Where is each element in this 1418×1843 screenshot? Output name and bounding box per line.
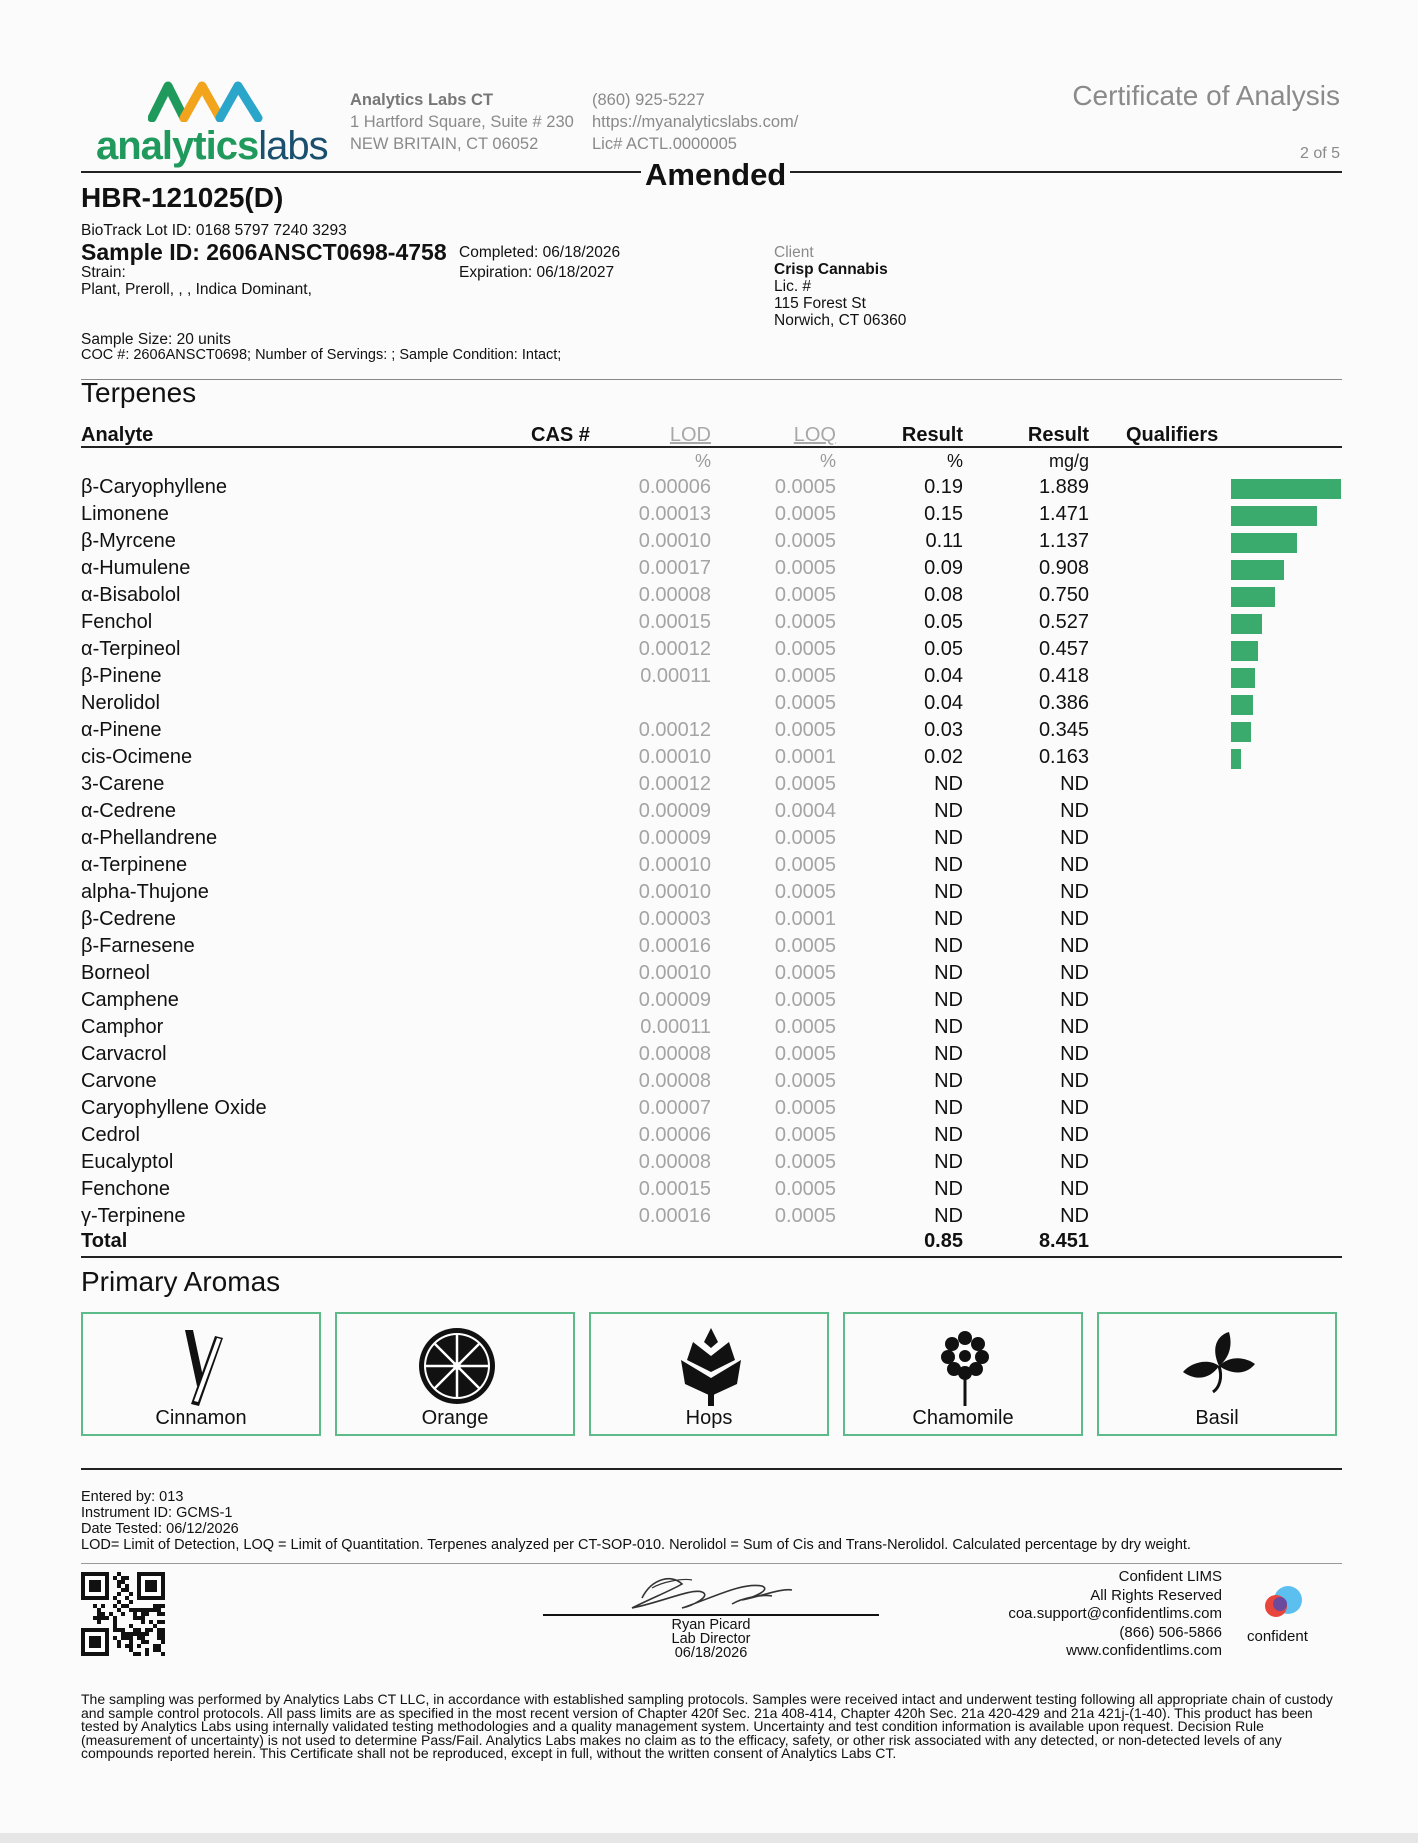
client-label: Client (774, 244, 814, 261)
result-pct-cell: 0.09 (924, 557, 963, 579)
lod-cell: 0.00008 (638, 1043, 711, 1065)
completed-date: Completed: 06/18/2026 (459, 244, 621, 261)
result-pct-cell: ND (934, 854, 963, 876)
result-mg-cell: ND (1060, 935, 1089, 957)
col-loq: LOQ (793, 424, 836, 446)
date-tested: Date Tested: 06/12/2026 (81, 1521, 239, 1537)
signer-title: Lab Director (671, 1631, 751, 1647)
loq-cell: 0.0005 (774, 827, 836, 849)
result-pct-cell: 0.11 (925, 530, 963, 552)
signer-date: 06/18/2026 (674, 1645, 748, 1661)
terpene-bar (1231, 587, 1275, 607)
col-cas: CAS # (531, 424, 590, 446)
terpene-bar (1231, 560, 1284, 580)
analytics-labs-logo-mark (148, 78, 266, 122)
lod-cell: 0.00008 (638, 1151, 711, 1173)
lod-cell: 0.00016 (638, 1205, 711, 1227)
analyte-cell: Carvacrol (81, 1043, 167, 1065)
result-mg-cell: ND (1060, 1124, 1089, 1146)
loq-cell: 0.0005 (774, 935, 836, 957)
loq-cell: 0.0005 (774, 584, 836, 606)
lod-cell: 0.00010 (638, 881, 711, 903)
loq-cell: 0.0005 (774, 638, 836, 660)
lod-cell: 0.00010 (638, 962, 711, 984)
terpene-bar (1231, 533, 1297, 553)
lims-rights: All Rights Reserved (1090, 1586, 1222, 1604)
analyte-cell: Fenchone (81, 1178, 170, 1200)
table-row (0, 989, 1418, 1016)
table-row (0, 1151, 1418, 1178)
result-pct-cell: ND (934, 1151, 963, 1173)
table-row (0, 665, 1418, 692)
loq-cell: 0.0005 (774, 881, 836, 903)
table-row (0, 935, 1418, 962)
result-pct-cell: ND (934, 1097, 963, 1119)
result-pct-cell: ND (934, 908, 963, 930)
lod-cell: 0.00009 (638, 800, 711, 822)
section-divider (81, 379, 1342, 380)
result-pct-cell: ND (934, 1070, 963, 1092)
expiration-date: Expiration: 06/18/2027 (459, 264, 615, 281)
sample-size: Sample Size: 20 units (81, 331, 231, 348)
analyte-cell: Eucalyptol (81, 1151, 174, 1173)
strain-description: Plant, Preroll, , , Indica Dominant, (81, 281, 312, 298)
lod-cell: 0.00016 (638, 935, 711, 957)
table-row (0, 638, 1418, 665)
lod-cell: 0.00012 (638, 773, 711, 795)
result-mg-cell: ND (1060, 1097, 1089, 1119)
result-pct-cell: 0.05 (924, 611, 963, 633)
lab-phone: (860) 925-5227 (592, 91, 705, 109)
table-row (0, 854, 1418, 881)
table-row (0, 881, 1418, 908)
lod-cell: 0.00017 (638, 557, 711, 579)
total-label: Total (81, 1230, 128, 1252)
result-mg-cell: 0.908 (1038, 557, 1089, 579)
lod-cell: 0.00006 (638, 476, 711, 498)
analyte-cell: α-Phellandrene (81, 827, 218, 849)
result-mg-cell: 0.457 (1038, 638, 1089, 660)
table-header-line (81, 446, 1342, 448)
result-mg-cell: 1.889 (1038, 476, 1089, 498)
result-pct-cell: 0.04 (924, 665, 963, 687)
aroma-label: Orange (421, 1407, 489, 1429)
sample-code: HBR-121025(D) (81, 182, 284, 213)
analyte-cell: Limonene (81, 503, 169, 525)
basil-icon (1179, 1326, 1259, 1408)
loq-cell: 0.0001 (774, 908, 836, 930)
loq-cell: 0.0004 (774, 800, 836, 822)
total-mg: 8.451 (1038, 1230, 1089, 1252)
aroma-label: Chamomile (912, 1407, 1014, 1429)
signature-line (543, 1614, 879, 1616)
result-pct-cell: ND (934, 1124, 963, 1146)
unit-mg: mg/g (1048, 451, 1089, 471)
loq-cell: 0.0005 (774, 1178, 836, 1200)
lims-info-block (1008, 1568, 1222, 1661)
table-row (0, 1016, 1418, 1043)
result-pct-cell: ND (934, 1016, 963, 1038)
loq-cell: 0.0005 (774, 719, 836, 741)
lab-contact-block (592, 89, 798, 155)
table-row (0, 1205, 1418, 1232)
result-pct-cell: ND (934, 800, 963, 822)
aroma-label: Hops (685, 1407, 733, 1429)
hops-icon (671, 1326, 751, 1408)
chamomile-icon (925, 1326, 1005, 1408)
result-mg-cell: ND (1060, 1016, 1089, 1038)
table-row (0, 584, 1418, 611)
result-pct-cell: ND (934, 827, 963, 849)
analyte-cell: β-Pinene (81, 665, 162, 687)
amended-label: Amended (641, 157, 790, 193)
aroma-card-chamomile (843, 1312, 1083, 1436)
table-total-line (81, 1256, 1342, 1258)
loq-cell: 0.0005 (774, 692, 836, 714)
unit-pct: % (946, 451, 963, 471)
primary-aromas-title: Primary Aromas (81, 1266, 281, 1297)
analyte-cell: β-Myrcene (81, 530, 176, 552)
disclaimer: The sampling was performed by Analytics Labs CT LLC, in accordance with established sampling protocols. Samples were received intact and underwent testing following all appropriate chain of custody and sample control protocols. All pass limits are as specified in the most recent version of Chapter 420f Sec. 21a 408-414, Chapter 420h Sec. 21a 420-429 and 21a 421j-(1-40). This product has been tested by Analytics Labs using internally validated testing methodologies and a quality management system. Uncertainty and test condition information is available upon request. Decision Rule (measurement of uncertainty) is not used to determine Pass/Fail. Analytics Labs makes no claim as to the efficacy, safety, or other risk associated with any detected, or non-detected levels of any compounds reported herein. This Certificate shall not be reproduced, except in full, without the written consent of Analytics Labs CT. (81, 1691, 1333, 1761)
page-title: Certificate of Analysis (1072, 80, 1340, 111)
analyte-cell: cis-Ocimene (81, 746, 193, 768)
table-row (0, 611, 1418, 638)
analyte-cell: β-Cedrene (81, 908, 176, 930)
aroma-card-hops (589, 1312, 829, 1436)
table-row (0, 1097, 1418, 1124)
result-pct-cell: ND (934, 881, 963, 903)
result-mg-cell: ND (1060, 773, 1089, 795)
analyte-cell: β-Caryophyllene (81, 476, 228, 498)
page-bottom-edge (0, 1833, 1418, 1843)
result-pct-cell: 0.15 (924, 503, 963, 525)
result-mg-cell: ND (1060, 800, 1089, 822)
lod-cell: 0.00008 (638, 584, 711, 606)
lod-cell: 0.00015 (638, 1178, 711, 1200)
table-row (0, 1043, 1418, 1070)
sample-id: Sample ID: 2606ANSCT0698-4758 (81, 239, 447, 265)
lims-phone: (866) 506-5866 (1119, 1623, 1222, 1641)
terpene-bar (1231, 668, 1255, 688)
table-row (0, 962, 1418, 989)
cinnamon-icon (163, 1326, 243, 1408)
loq-cell: 0.0005 (774, 530, 836, 552)
total-row (0, 1230, 1418, 1257)
signer-block (543, 1618, 879, 1660)
client-address1: 115 Forest St (774, 295, 866, 312)
strain-label: Strain: (81, 264, 126, 281)
result-mg-cell: 0.527 (1038, 611, 1089, 633)
terpene-bar (1231, 479, 1341, 499)
result-pct-cell: 0.08 (924, 584, 963, 606)
page-number: 2 of 5 (1299, 145, 1340, 162)
confident-logo-icon (1258, 1584, 1308, 1620)
loq-cell: 0.0005 (774, 1124, 836, 1146)
lod-cell: 0.00010 (638, 530, 711, 552)
aroma-label: Basil (1195, 1407, 1239, 1429)
loq-cell: 0.0005 (774, 665, 836, 687)
table-row (0, 476, 1418, 503)
lod-cell: 0.00011 (640, 665, 711, 687)
loq-cell: 0.0005 (774, 773, 836, 795)
col-lod: LOD (669, 424, 711, 446)
lab-address-line2: NEW BRITAIN, CT 06052 (350, 135, 539, 153)
analyte-cell: α-Terpineol (81, 638, 181, 660)
unit-loq: % (819, 451, 836, 471)
loq-cell: 0.0005 (774, 557, 836, 579)
lod-cell: 0.00010 (638, 854, 711, 876)
result-mg-cell: ND (1060, 881, 1089, 903)
loq-cell: 0.0005 (774, 1070, 836, 1092)
result-mg-cell: ND (1060, 1205, 1089, 1227)
table-row (0, 1070, 1418, 1097)
table-row (0, 692, 1418, 719)
client-license: Lic. # (774, 278, 812, 295)
result-mg-cell: ND (1060, 1151, 1089, 1173)
biotrack-lot-id: BioTrack Lot ID: 0168 5797 7240 3293 (81, 222, 347, 239)
result-pct-cell: ND (934, 989, 963, 1011)
result-mg-cell: ND (1060, 989, 1089, 1011)
result-mg-cell: ND (1060, 962, 1089, 984)
result-mg-cell: 0.386 (1038, 692, 1089, 714)
table-row (0, 908, 1418, 935)
lab-address-block (350, 89, 574, 155)
col-qualifiers: Qualifiers (1126, 424, 1219, 446)
result-mg-cell: 1.471 (1038, 503, 1089, 525)
table-row (0, 1178, 1418, 1205)
analyte-cell: α-Pinene (81, 719, 162, 741)
aroma-card-basil (1097, 1312, 1337, 1436)
unit-lod: % (694, 451, 711, 471)
analyte-cell: β-Farnesene (81, 935, 195, 957)
result-mg-cell: 1.137 (1038, 530, 1089, 552)
result-pct-cell: 0.04 (924, 692, 963, 714)
lod-cell: 0.00010 (638, 746, 711, 768)
loq-cell: 0.0005 (774, 1205, 836, 1227)
method-note: LOD= Limit of Detection, LOQ = Limit of Quantitation. Terpenes analyzed per CT-SOP-010. Nerolidol = Sum of Cis and Trans-Nerolidol. Calculated percentage by dry weight. (81, 1537, 1191, 1553)
loq-cell: 0.0005 (774, 1151, 836, 1173)
loq-cell: 0.0005 (774, 989, 836, 1011)
lod-cell: 0.00006 (638, 1124, 711, 1146)
result-mg-cell: 0.418 (1038, 665, 1089, 687)
lab-license: Lic# ACTL.0000005 (592, 135, 737, 153)
client-name: Crisp Cannabis (774, 261, 888, 278)
analyte-cell: 3-Carene (81, 773, 165, 795)
result-mg-cell: ND (1060, 854, 1089, 876)
loq-cell: 0.0001 (774, 746, 836, 768)
table-row (0, 557, 1418, 584)
col-result-mg: Result (1027, 424, 1089, 446)
lod-cell: 0.00009 (638, 827, 711, 849)
analyte-cell: Caryophyllene Oxide (81, 1097, 267, 1119)
total-pct: 0.85 (924, 1230, 963, 1252)
lab-website[interactable]: https://myanalyticslabs.com/ (592, 113, 799, 131)
table-row (0, 503, 1418, 530)
analyte-cell: Cedrol (81, 1124, 140, 1146)
client-address2: Norwich, CT 06360 (774, 312, 907, 329)
coc-details: COC #: 2606ANSCT0698; Number of Servings: ; Sample Condition: Intact; (81, 347, 562, 363)
loq-cell: 0.0005 (774, 854, 836, 876)
analyte-cell: Nerolidol (81, 692, 160, 714)
loq-cell: 0.0005 (774, 1097, 836, 1119)
result-pct-cell: ND (934, 962, 963, 984)
signature-image (622, 1568, 802, 1616)
analyte-cell: α-Bisabolol (81, 584, 181, 606)
result-pct-cell: 0.05 (924, 638, 963, 660)
loq-cell: 0.0005 (774, 1043, 836, 1065)
loq-cell: 0.0005 (774, 503, 836, 525)
result-mg-cell: ND (1060, 1178, 1089, 1200)
aroma-card-cinnamon (81, 1312, 321, 1436)
lod-cell: 0.00011 (640, 1016, 711, 1038)
col-analyte: Analyte (81, 424, 154, 446)
analyte-cell: Borneol (81, 962, 150, 984)
result-mg-cell: 0.345 (1038, 719, 1089, 741)
lod-cell: 0.00012 (638, 638, 711, 660)
result-mg-cell: ND (1060, 1070, 1089, 1092)
result-pct-cell: ND (934, 935, 963, 957)
col-result-pct: Result (901, 424, 963, 446)
result-pct-cell: 0.19 (924, 476, 963, 498)
result-pct-cell: 0.03 (924, 719, 963, 741)
analyte-cell: α-Terpinene (81, 854, 188, 876)
table-row (0, 719, 1418, 746)
confident-logo-text: confident (1247, 1628, 1308, 1645)
terpene-bar (1231, 722, 1251, 742)
table-row (0, 530, 1418, 557)
lod-cell: 0.00013 (638, 503, 711, 525)
table-row (0, 746, 1418, 773)
analyte-cell: α-Humulene (81, 557, 191, 579)
result-pct-cell: ND (934, 1178, 963, 1200)
signer-name: Ryan Picard (671, 1617, 751, 1633)
lod-cell: 0.00012 (638, 719, 711, 741)
result-pct-cell: 0.02 (924, 746, 963, 768)
table-row (0, 773, 1418, 800)
result-pct-cell: ND (934, 773, 963, 795)
table-row (0, 800, 1418, 827)
loq-cell: 0.0005 (774, 962, 836, 984)
result-mg-cell: ND (1060, 908, 1089, 930)
terpene-bar (1231, 506, 1317, 526)
terpene-bar (1231, 614, 1262, 634)
analyte-cell: γ-Terpinene (81, 1205, 186, 1227)
analyte-cell: Camphene (81, 989, 179, 1011)
analyte-cell: alpha-Thujone (81, 881, 209, 903)
result-mg-cell: ND (1060, 1043, 1089, 1065)
analyte-cell: Fenchol (81, 611, 153, 633)
result-pct-cell: ND (934, 1205, 963, 1227)
table-row (0, 1124, 1418, 1151)
result-pct-cell: ND (934, 1043, 963, 1065)
loq-cell: 0.0005 (774, 611, 836, 633)
loq-cell: 0.0005 (774, 1016, 836, 1038)
lod-cell: 0.00003 (638, 908, 711, 930)
terpene-bar (1231, 641, 1258, 661)
orange-icon (417, 1326, 497, 1408)
client-block (774, 244, 906, 329)
terpene-bar (1231, 695, 1253, 715)
terpenes-title: Terpenes (81, 377, 197, 408)
result-mg-cell: 0.163 (1038, 746, 1089, 768)
aroma-label: Cinnamon (155, 1407, 247, 1429)
lab-address-line1: 1 Hartford Square, Suite # 230 (350, 113, 574, 131)
instrument-id: Instrument ID: GCMS-1 (81, 1505, 233, 1521)
analyte-cell: Carvone (81, 1070, 157, 1092)
footer-thin-divider (81, 1563, 1342, 1564)
lims-website[interactable]: www.confidentlims.com (1066, 1642, 1222, 1659)
lod-cell: 0.00008 (638, 1070, 711, 1092)
result-mg-cell: ND (1060, 827, 1089, 849)
lod-cell: 0.00015 (638, 611, 711, 633)
lod-cell: 0.00009 (638, 989, 711, 1011)
result-mg-cell: 0.750 (1038, 584, 1089, 606)
qr-code-icon[interactable] (81, 1572, 165, 1656)
lims-name: Confident LIMS (1118, 1568, 1222, 1585)
lod-cell: 0.00007 (638, 1097, 711, 1119)
aroma-card-orange (335, 1312, 575, 1436)
table-row (0, 827, 1418, 854)
entered-by: Entered by: 013 (81, 1489, 184, 1505)
loq-cell: 0.0005 (774, 476, 836, 498)
lims-email[interactable]: coa.support@confidentlims.com (1008, 1605, 1222, 1622)
analytics-labs-logo-text: analyticslabs (96, 124, 328, 168)
analyte-cell: Camphor (81, 1016, 164, 1038)
analyte-cell: α-Cedrene (81, 800, 176, 822)
lab-name: Analytics Labs CT (350, 91, 494, 109)
terpene-bar (1231, 749, 1241, 769)
test-info-block (81, 1489, 1191, 1553)
footer-divider (81, 1468, 1342, 1470)
